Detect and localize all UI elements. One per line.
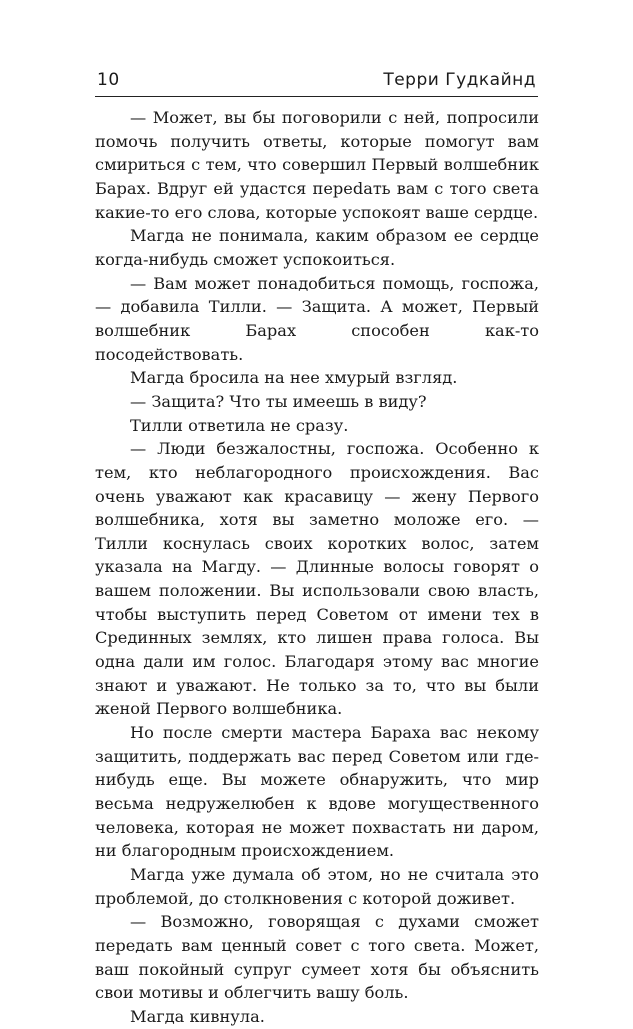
paragraph: — Вам может понадобиться помощь, госпожа, — добавила Тилли. — Защита. А может, Первый волшебник Барах способен как-то посодействовать. (95, 273, 539, 364)
paragraph: — Может, вы бы поговорили с ней, попросили помочь получить ответы, которые помогут вам смириться с тем, что совершил Первый волшебник Барах. Вдруг ей удастся переdать вам с того света какие-то его слова, которые успокоят ваше сердце. (95, 108, 539, 222)
paragraph: — Люди безжалостны, госпожа. Особенно к тем, кто неблагородного происхождения. Вас очень уважают как красавицу — жену Первого волшебника, хотя вы заметно моложе его. — Тилли коснулась своих коротких волос, затем указала на Магду. — Длинные волосы говорят о вашем положении. Вы использовали свою власть, чтобы выступить перед Советом от имени тех в Срединных землях, кто лишен права голоса. Вы одна дали им голос. Благодаря этому вас многие знают и уважают. Не только за то, что вы были женой Первого волшебника. (95, 439, 539, 719)
page-number: 10 (97, 70, 120, 90)
paragraph: Тилли ответила не сразу. (130, 415, 349, 435)
paragraph: — Возможно, говорящая с духами сможет передать вам ценный совет с того света. Может, ваш покойный супруг сумеет хотя бы объяснить свои мотивы и облегчить вашу боль. (95, 912, 539, 1003)
paragraph: Магда бросила на нее хмурый взгляд. (130, 368, 458, 388)
paragraph: Магда кивнула. (130, 1006, 265, 1026)
paragraph: Магда уже думала об этом, но не считала это проблемой, до столкновения с которой доживет. (95, 865, 539, 908)
page-header (95, 64, 538, 97)
paragraph: — Защита? Что ты имеешь в виду? (130, 391, 427, 411)
paragraph: Но после смерти мастера Бараха вас некому защитить, поддержать вас перед Советом или где-нибудь еще. Вы можете обнаружить, что мир весьма недружелюбен к вдове могущественного человека, которая не может похвастать ни даром, ни благородным происхождением. (95, 723, 539, 861)
running-head-author: Терри Гудкайнд (383, 70, 536, 90)
body-text (95, 106, 539, 1029)
paragraph: Магда не понимала, каким образом ее сердце когда-нибудь сможет успокоиться. (95, 226, 539, 269)
